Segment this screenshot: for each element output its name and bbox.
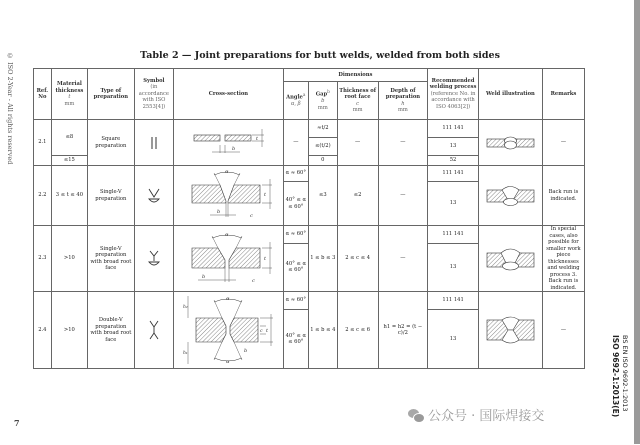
welding-process: 111 141: [428, 120, 479, 138]
cross-section: [174, 120, 283, 166]
cross-section: [174, 226, 283, 292]
svg-text:α: α: [225, 231, 229, 238]
depth: h1 = h2 = (t − c)/2: [378, 292, 428, 369]
welding-process: 111 141: [428, 166, 479, 182]
joint-preparation-table: [33, 68, 585, 369]
preparation-type: Square preparation: [88, 120, 134, 166]
angle: 40° ≤ α ≤ 60°: [283, 310, 308, 369]
material-thickness: 3 ≤ t ≤ 40: [51, 166, 87, 226]
single-v-cross-section-icon: [180, 167, 276, 225]
wechat-icon: [408, 409, 424, 421]
ref-no: 2.4: [34, 292, 52, 369]
svg-text:b: b: [232, 145, 236, 152]
angle: 40° ≤ α ≤ 60°: [283, 182, 308, 226]
page-number: 7: [14, 418, 20, 428]
ref-no: 2.2: [34, 166, 52, 226]
standard-id-bs: BS EN ISO 9692-1:2013: [621, 335, 629, 412]
preparation-type: Double-V preparation with broad root face: [88, 292, 134, 369]
weld-symbol: [134, 166, 174, 226]
double-v-symbol-icon: [147, 320, 161, 340]
svg-text:c: c: [252, 277, 256, 284]
material-thickness: ≤15: [51, 156, 87, 166]
square-butt-symbol-icon: [149, 136, 159, 150]
welding-process: 52: [428, 156, 479, 166]
remarks: —: [542, 292, 584, 369]
header-welding-process: Recommended welding process (reference No. in accordance with ISO 4063[2]): [428, 69, 479, 120]
gap: ≈t/2: [308, 120, 337, 138]
standard-id-iso: ISO 9692-1:2013(E): [611, 335, 620, 418]
welding-process: 111 141: [428, 292, 479, 310]
header-symbol: Symbol (in accordance with ISO 2553[4]): [134, 69, 174, 120]
welding-process: 13: [428, 138, 479, 156]
table-row: [34, 292, 585, 310]
svg-text:t: t: [264, 191, 267, 198]
svg-text:α: α: [225, 168, 229, 175]
remarks: —: [542, 120, 584, 166]
ref-no: 2.3: [34, 226, 52, 292]
standard-id-side-text: [605, 335, 629, 445]
gap: 0: [308, 156, 337, 166]
angle: α ≈ 60°: [283, 292, 308, 310]
preparation-type: Single-V preparation with broad root face: [88, 226, 134, 292]
double-v-weld-illustration-icon: [483, 314, 538, 346]
preparation-type: Single-V preparation: [88, 166, 134, 226]
welding-process: 13: [428, 310, 479, 369]
remarks: In special cases, also possible for smaller work piece thicknesses and welding process 3. Back run is indicated.: [542, 226, 584, 292]
square-weld-illustration-icon: [483, 135, 538, 151]
remarks: Back run is indicated.: [542, 166, 584, 226]
gap: ≤3: [308, 166, 337, 226]
svg-text:b: b: [244, 348, 248, 354]
ref-no: 2.1: [34, 120, 52, 166]
weld-illustration: [478, 166, 542, 226]
header-material-thickness: Material thickness t mm: [51, 69, 87, 120]
root-face: —: [337, 120, 378, 166]
weld-symbol: [134, 120, 174, 166]
header-cross-section: Cross-section: [174, 69, 283, 120]
single-y-weld-illustration-icon: [483, 245, 538, 273]
header-ref-no: Ref. No: [34, 69, 52, 120]
angle: —: [283, 120, 308, 166]
material-thickness: >10: [51, 292, 87, 369]
double-v-cross-section-icon: [180, 292, 276, 368]
cross-section: [174, 166, 283, 226]
svg-text:t: t: [256, 135, 259, 142]
depth: —: [378, 120, 428, 166]
root-face: 2 ≤ c ≤ 6: [337, 292, 378, 369]
svg-text:h₁: h₁: [183, 351, 189, 356]
header-remarks: Remarks: [542, 69, 584, 120]
weld-illustration: [478, 226, 542, 292]
header-root-face: Thickness of root face c mm: [337, 82, 378, 120]
table-row: [34, 166, 585, 182]
svg-text:α: α: [226, 359, 230, 365]
svg-text:t: t: [266, 328, 269, 334]
weld-symbol: [134, 292, 174, 369]
root-face: 2 ≤ c ≤ 4: [337, 226, 378, 292]
header-angle: Angle$^a$ α, β: [283, 82, 308, 120]
angle: α ≈ 60°: [283, 166, 308, 182]
svg-text:h₂: h₂: [183, 305, 189, 310]
header-weld-illustration: Weld illustration: [478, 69, 542, 120]
weld-illustration: [478, 292, 542, 369]
material-thickness: >10: [51, 226, 87, 292]
svg-text:c: c: [250, 212, 254, 219]
weld-symbol: [134, 226, 174, 292]
material-thickness: ≤8: [51, 120, 87, 156]
gap: ≤(t/2): [308, 138, 337, 156]
root-face: ≤2: [337, 166, 378, 226]
angle: 40° ≤ α ≤ 60°: [283, 243, 308, 291]
welding-process: 13: [428, 243, 479, 291]
square-prep-cross-section-icon: [180, 123, 276, 163]
svg-text:α: α: [226, 296, 230, 302]
svg-text:t: t: [264, 255, 267, 262]
angle: α ≈ 60°: [283, 226, 308, 244]
welding-process: 13: [428, 182, 479, 226]
header-type-of-preparation: Type of preparation: [88, 69, 134, 120]
table-row: [34, 226, 585, 244]
gap: 1 ≤ b ≤ 4: [308, 292, 337, 369]
single-y-symbol-icon: [147, 250, 161, 268]
header-gap: Gap$^b$ b mm: [308, 82, 337, 120]
single-v-symbol-icon: [147, 188, 161, 204]
single-v-weld-illustration-icon: [483, 183, 538, 209]
gap: 1 ≤ b ≤ 3: [308, 226, 337, 292]
svg-text:b: b: [217, 208, 221, 215]
page-edge: [634, 0, 640, 444]
watermark-text: 公众号 · 国际焊接交: [428, 409, 545, 424]
single-y-cross-section-icon: [180, 230, 276, 288]
header-depth: Depth of preparation h mm: [378, 82, 428, 120]
header-dimensions: Dimensions: [283, 69, 428, 82]
cross-section: [174, 292, 283, 369]
depth: —: [378, 166, 428, 226]
welding-process: 111 141: [428, 226, 479, 244]
svg-text:c: c: [260, 329, 263, 334]
wechat-watermark: [408, 405, 544, 424]
weld-illustration: [478, 120, 542, 166]
svg-text:b: b: [202, 273, 206, 280]
table-row: [34, 120, 585, 138]
table-title: Table 2 — Joint preparations for butt welds, welded from both sides: [140, 50, 500, 61]
copyright-side-text: © ISO 2-Year - All rights reserved: [6, 52, 14, 165]
depth: —: [378, 226, 428, 292]
